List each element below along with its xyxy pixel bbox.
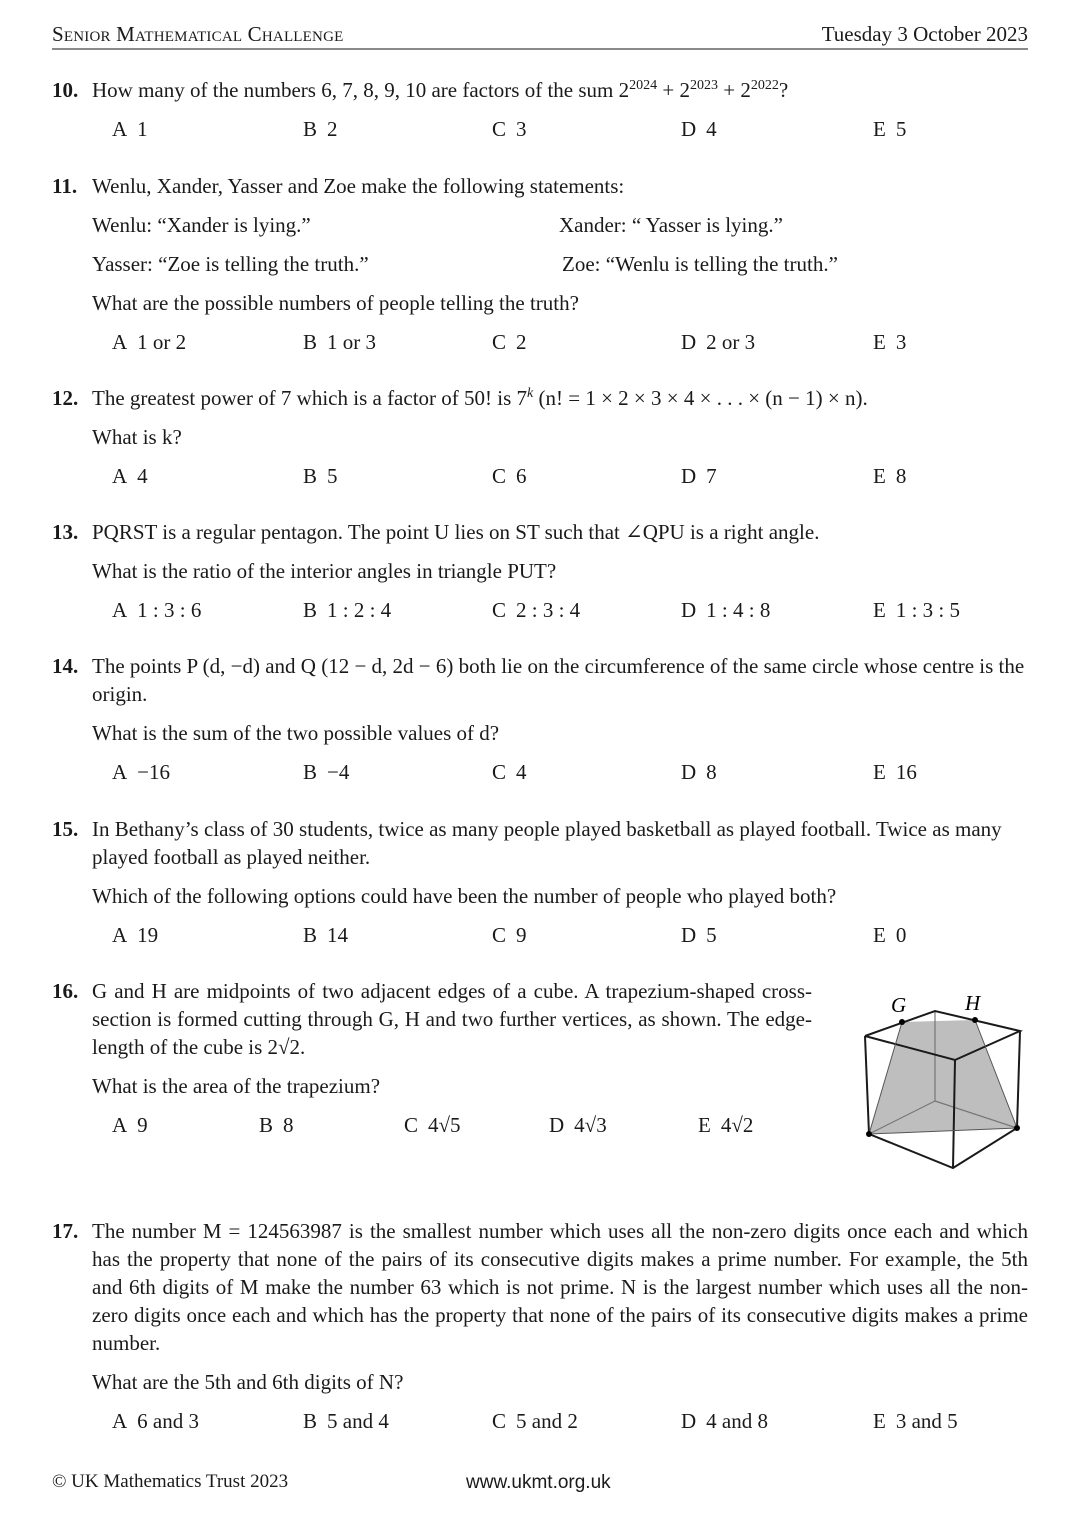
- option-e[interactable]: E 8: [873, 464, 907, 488]
- option-e[interactable]: E 0: [873, 923, 907, 947]
- label-g: G: [891, 993, 907, 1017]
- option-e[interactable]: E 3: [873, 330, 907, 354]
- statement-xander: Xander: “ Yasser is lying.”: [559, 213, 783, 237]
- question-11: [52, 172, 1028, 356]
- option-c[interactable]: C 4√5: [404, 1113, 461, 1137]
- option-d[interactable]: D 4: [681, 117, 717, 141]
- option-c[interactable]: C 3: [492, 117, 527, 141]
- question-text: The greatest power of 7 which is a factor of 50! is 7$^k$ (n! = 1 × 2 × 3 × 4 × . . . × (n − 1) × n).: [92, 386, 868, 410]
- option-a[interactable]: A 1: [112, 117, 148, 141]
- option-e[interactable]: E 1 : 3 : 5: [873, 598, 960, 622]
- question-prompt: What is the sum of the two possible values of d?: [92, 721, 500, 745]
- option-b[interactable]: B 1 or 3: [303, 330, 377, 354]
- option-a[interactable]: A 1 : 3 : 6: [112, 598, 202, 622]
- question-number: 17.: [52, 1219, 79, 1243]
- answer-options: [52, 115, 1028, 143]
- question-prompt: What is the ratio of the interior angles in triangle PUT?: [92, 559, 557, 583]
- option-b[interactable]: B 2: [303, 117, 338, 141]
- answer-options: [52, 596, 1028, 624]
- option-b[interactable]: B 14: [303, 923, 349, 947]
- question-prompt: What is the area of the trapezium?: [92, 1074, 381, 1098]
- answer-options: [52, 462, 1028, 490]
- option-d[interactable]: D 7: [681, 464, 717, 488]
- option-a[interactable]: A 1 or 2: [112, 330, 187, 354]
- question-prompt: What are the 5th and 6th digits of N?: [92, 1370, 404, 1394]
- option-c[interactable]: C 4: [492, 760, 527, 784]
- point-h: [972, 1017, 978, 1023]
- question-prompt: What is k?: [92, 425, 182, 449]
- cube-bottom-edges: [869, 1128, 1017, 1168]
- cube-edge: [865, 1036, 869, 1134]
- question-number: 14.: [52, 654, 79, 678]
- option-c[interactable]: C 9: [492, 923, 527, 947]
- question-text: PQRST is a regular pentagon. The point U lies on ST such that ∠QPU is a right angle.: [92, 520, 820, 544]
- question-number: 12.: [52, 386, 79, 410]
- option-d[interactable]: D 5: [681, 923, 717, 947]
- cube-edge: [1017, 1031, 1020, 1128]
- option-d[interactable]: D 2 or 3: [681, 330, 756, 354]
- question-text: How many of the numbers 6, 7, 8, 9, 10 are factors of the sum $2^{2024} + 2^{2023} + 2^{2022}$?: [92, 78, 789, 102]
- question-17: [52, 1217, 1028, 1435]
- trapezium-cross-section: [869, 1020, 1017, 1134]
- option-c[interactable]: C 2: [492, 330, 527, 354]
- statement-zoe: Zoe: “Wenlu is telling the truth.”: [562, 252, 838, 276]
- option-d[interactable]: D 1 : 4 : 8: [681, 598, 771, 622]
- option-e[interactable]: E 5: [873, 117, 907, 141]
- question-text: G and H are midpoints of two adjacent edges of a cube. A trapezium-shaped cross-section is formed cutting through G, H and two further vertices, as shown. The edge-length of the cube is 2√2.: [92, 979, 812, 1059]
- question-15: [52, 815, 1028, 949]
- vertex-point: [866, 1131, 872, 1137]
- option-c[interactable]: C 2 : 3 : 4: [492, 598, 581, 622]
- option-d[interactable]: D 4√3: [549, 1113, 607, 1137]
- cube-diagram: [855, 988, 1035, 1178]
- question-13: [52, 518, 1028, 624]
- option-e[interactable]: E 3 and 5: [873, 1409, 958, 1433]
- option-e[interactable]: E 16: [873, 760, 917, 784]
- option-a[interactable]: A 6 and 3: [112, 1409, 199, 1433]
- question-12: [52, 384, 1028, 490]
- question-text: The number M = 124563987 is the smallest number which uses all the non-zero digits once each and which has the property that none of the pairs of its consecutive digits makes a prime number. For example, the 5th and 6th digits of M make the number 63 which is not prime. N is the largest number which uses all the non-zero digits once each and which has the property that none of the pairs of its consecutive digits makes a prime number.: [92, 1219, 1028, 1355]
- option-c[interactable]: C 6: [492, 464, 527, 488]
- statement-yasser: Yasser: “Zoe is telling the truth.”: [92, 252, 369, 276]
- question-number: 15.: [52, 817, 79, 841]
- question-text: Wenlu, Xander, Yasser and Zoe make the following statements:: [92, 174, 625, 198]
- option-c[interactable]: C 5 and 2: [492, 1409, 578, 1433]
- footer-copyright: © UK Mathematics Trust 2023: [52, 1471, 289, 1492]
- option-e[interactable]: E 4√2: [698, 1113, 754, 1137]
- option-b[interactable]: B 5 and 4: [303, 1409, 389, 1433]
- option-b[interactable]: B 1 : 2 : 4: [303, 598, 392, 622]
- footer-website-link[interactable]: www.ukmt.org.uk: [466, 1472, 611, 1493]
- question-number: 10.: [52, 78, 79, 102]
- option-b[interactable]: B −4: [303, 760, 350, 784]
- label-h: H: [965, 991, 981, 1015]
- header-title: Senior Mathematical Challenge: [52, 22, 344, 46]
- answer-options: [52, 758, 1028, 786]
- option-a[interactable]: A 19: [112, 923, 159, 947]
- page-header: [52, 20, 1028, 50]
- question-text: In Bethany’s class of 30 students, twice as many people played basketball as played football. Twice as many played football as played neither.: [92, 817, 1002, 869]
- point-g: [899, 1019, 905, 1025]
- header-date: Tuesday 3 October 2023: [821, 22, 1028, 46]
- option-a[interactable]: A −16: [112, 760, 171, 784]
- vertex-point: [1014, 1125, 1020, 1131]
- option-b[interactable]: B 8: [259, 1113, 294, 1137]
- option-d[interactable]: D 4 and 8: [681, 1409, 768, 1433]
- answer-options: [52, 1407, 1028, 1435]
- question-number: 16.: [52, 979, 79, 1003]
- option-a[interactable]: A 9: [112, 1113, 148, 1137]
- question-10: [52, 76, 1028, 143]
- option-b[interactable]: B 5: [303, 464, 338, 488]
- question-number: 11.: [52, 174, 78, 198]
- option-a[interactable]: A 4: [112, 464, 148, 488]
- option-d[interactable]: D 8: [681, 760, 717, 784]
- question-prompt: What are the possible numbers of people telling the truth?: [92, 291, 579, 315]
- answer-options: [52, 921, 1028, 949]
- statement-wenlu: Wenlu: “Xander is lying.”: [92, 213, 311, 237]
- question-14: [52, 652, 1028, 786]
- answer-options: [52, 328, 1028, 356]
- question-text: The points P (d, −d) and Q (12 − d, 2d − 6) both lie on the circumference of the same circle whose centre is the origin.: [92, 654, 1025, 706]
- question-prompt: Which of the following options could have been the number of people who played both?: [92, 884, 837, 908]
- question-number: 13.: [52, 520, 79, 544]
